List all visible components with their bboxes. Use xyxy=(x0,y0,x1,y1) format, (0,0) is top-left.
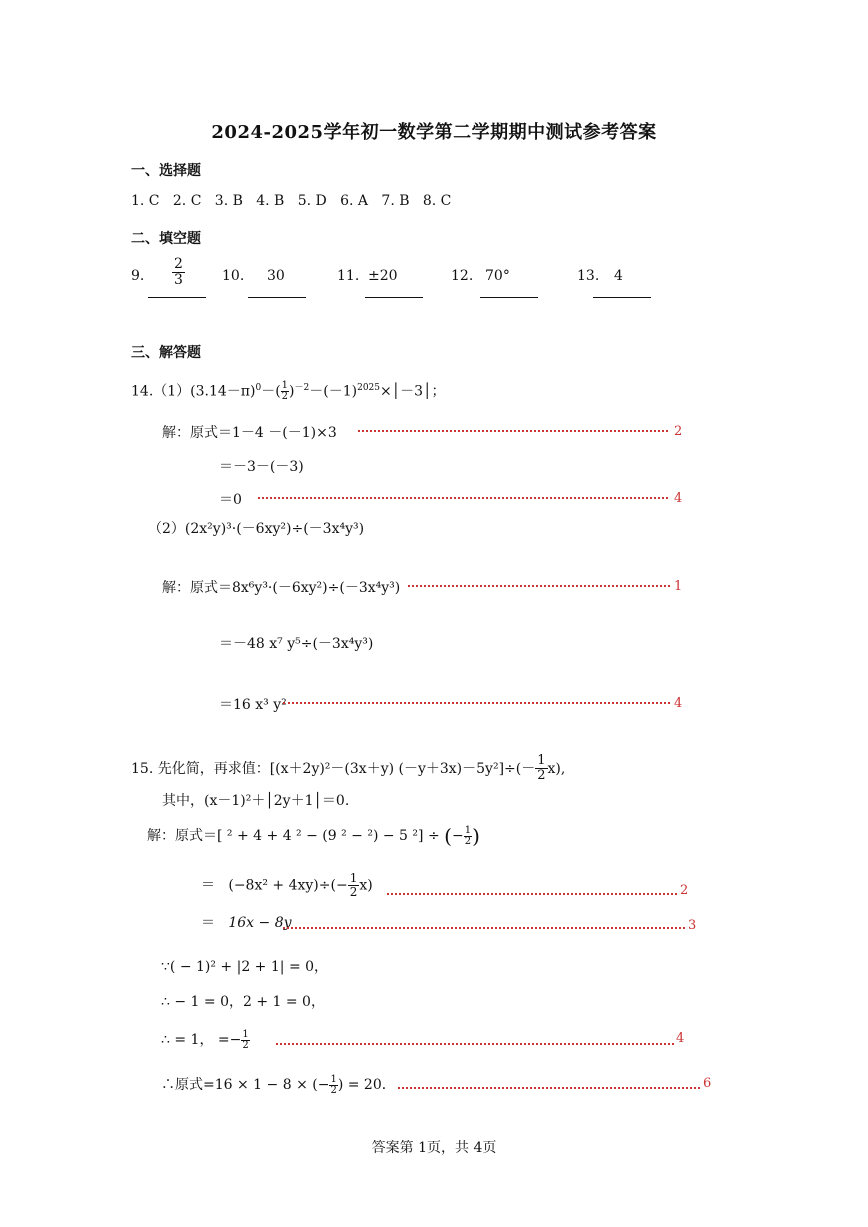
score-mark: 4 xyxy=(674,696,683,711)
fill-blank-line xyxy=(593,297,651,298)
choice-answer: 3. B xyxy=(214,193,243,209)
score-leader xyxy=(276,1043,674,1045)
q15-final: ∴原式=16 × 1 − 8 × (− $\frac{1}{2}$ ) = 20． xyxy=(161,1073,396,1096)
score-mark: 2 xyxy=(680,883,689,898)
q14-p2-line3: ＝16 x³ y² xyxy=(219,697,287,713)
q14-p2-line1: 解：原式＝8x⁶y³·(－6xy²)÷(－3x⁴y³) xyxy=(162,580,401,596)
page-title: 2024-2025学年初一数学第二学期期中测试参考答案 xyxy=(211,122,657,143)
score-leader xyxy=(358,430,668,432)
q15-statement: 15. 先化简，再求值：[(x＋2y)²－(3x＋y) (－y＋3x)－5y²]÷(－ $\frac{1}{2}$ x), xyxy=(131,753,566,784)
fill-answer-12: 70° xyxy=(485,268,510,284)
section-fill-heading: 二、填空题 xyxy=(131,231,201,247)
score-leader xyxy=(398,1087,700,1089)
q14-p2-statement: （2）(2x²y)³·(－6xy²)÷(－3x⁴y³) xyxy=(148,521,365,537)
choice-answer: 2. C xyxy=(172,193,202,209)
score-mark: 2 xyxy=(674,424,683,439)
score-mark: 6 xyxy=(703,1076,712,1091)
q14-p2-line2: ＝－48 x⁷ y⁵÷(－3x⁴y³) xyxy=(219,636,374,652)
fill-num-11: 11. xyxy=(337,268,360,284)
score-leader xyxy=(387,893,677,895)
fill-blank-line xyxy=(480,297,538,298)
fill-num-10: 10. xyxy=(222,268,245,284)
q15-therefore2: ∴ = 1， =− $\frac{1}{2}$ xyxy=(161,1028,249,1051)
score-mark: 4 xyxy=(676,1031,685,1046)
choice-answers xyxy=(131,193,451,209)
q14-p1-line2: ＝－3－(－3) xyxy=(219,459,304,475)
score-leader xyxy=(283,927,685,929)
fill-blank-line xyxy=(248,297,306,298)
q15-because: ∵( − 1)² + |2 + 1| = 0， xyxy=(161,959,329,975)
score-mark: 1 xyxy=(674,579,683,594)
q15-condition: 其中，(x－1)²＋│2y＋1│＝0. xyxy=(162,793,350,809)
choice-answer: 7. B xyxy=(381,193,410,209)
fill-num-13: 13. xyxy=(577,268,600,284)
page-footer: 答案第 1页，共 4页 xyxy=(371,1140,497,1156)
q15-therefore1: ∴ − 1 = 0，2 + 1 = 0， xyxy=(161,994,325,1010)
section-solve-heading: 三、解答题 xyxy=(131,345,201,361)
score-mark: 4 xyxy=(674,491,683,506)
fill-blank-line xyxy=(365,297,423,298)
q14-p1-line3: ＝0 xyxy=(219,492,242,508)
choice-answer: 4. B xyxy=(256,193,285,209)
score-leader xyxy=(258,497,668,499)
fill-num-12: 12. xyxy=(451,268,474,284)
fill-answer-11: ±20 xyxy=(368,268,398,284)
score-leader xyxy=(408,585,670,587)
fill-answer-9 xyxy=(172,257,185,289)
score-leader xyxy=(283,702,670,704)
choice-answer: 1. C xyxy=(131,193,160,209)
fill-answer-10: 30 xyxy=(267,268,285,284)
q15-sol-line3: ＝ 16x − 8y xyxy=(201,915,292,931)
q14-p1-statement: $14.(1)(3.14-\pi)^0-$( $\frac{1}{2}$ )$^{-2}-(-1)^{2025}\times│-3│$； xyxy=(131,380,446,403)
frac-numerator: 2 xyxy=(174,256,183,272)
q15-sol-line1: 解：原式＝[ ² + 4 + 4 ² − (9 ² − ²) − 5 ²] ÷ (− $\frac{1}{2}$ ) xyxy=(147,824,480,848)
q14-p1-line1: 解：原式＝1－4 －(－1)×3 xyxy=(162,425,337,441)
choice-answer: 8. C xyxy=(422,193,452,209)
choice-answer: 6. A xyxy=(340,193,369,209)
score-mark: 3 xyxy=(688,918,697,933)
fill-answer-13: 4 xyxy=(614,268,623,284)
fill-blank-line xyxy=(148,297,206,298)
choice-answer: 5. D xyxy=(297,193,327,209)
q15-sol-line2: ＝ (−8x² + 4xy)÷(− $\frac{1}{2}$ x) xyxy=(201,871,373,900)
frac-denominator: 3 xyxy=(174,272,183,289)
section-choice-heading: 一、选择题 xyxy=(131,163,201,179)
fill-num-9: 9. xyxy=(131,268,145,284)
